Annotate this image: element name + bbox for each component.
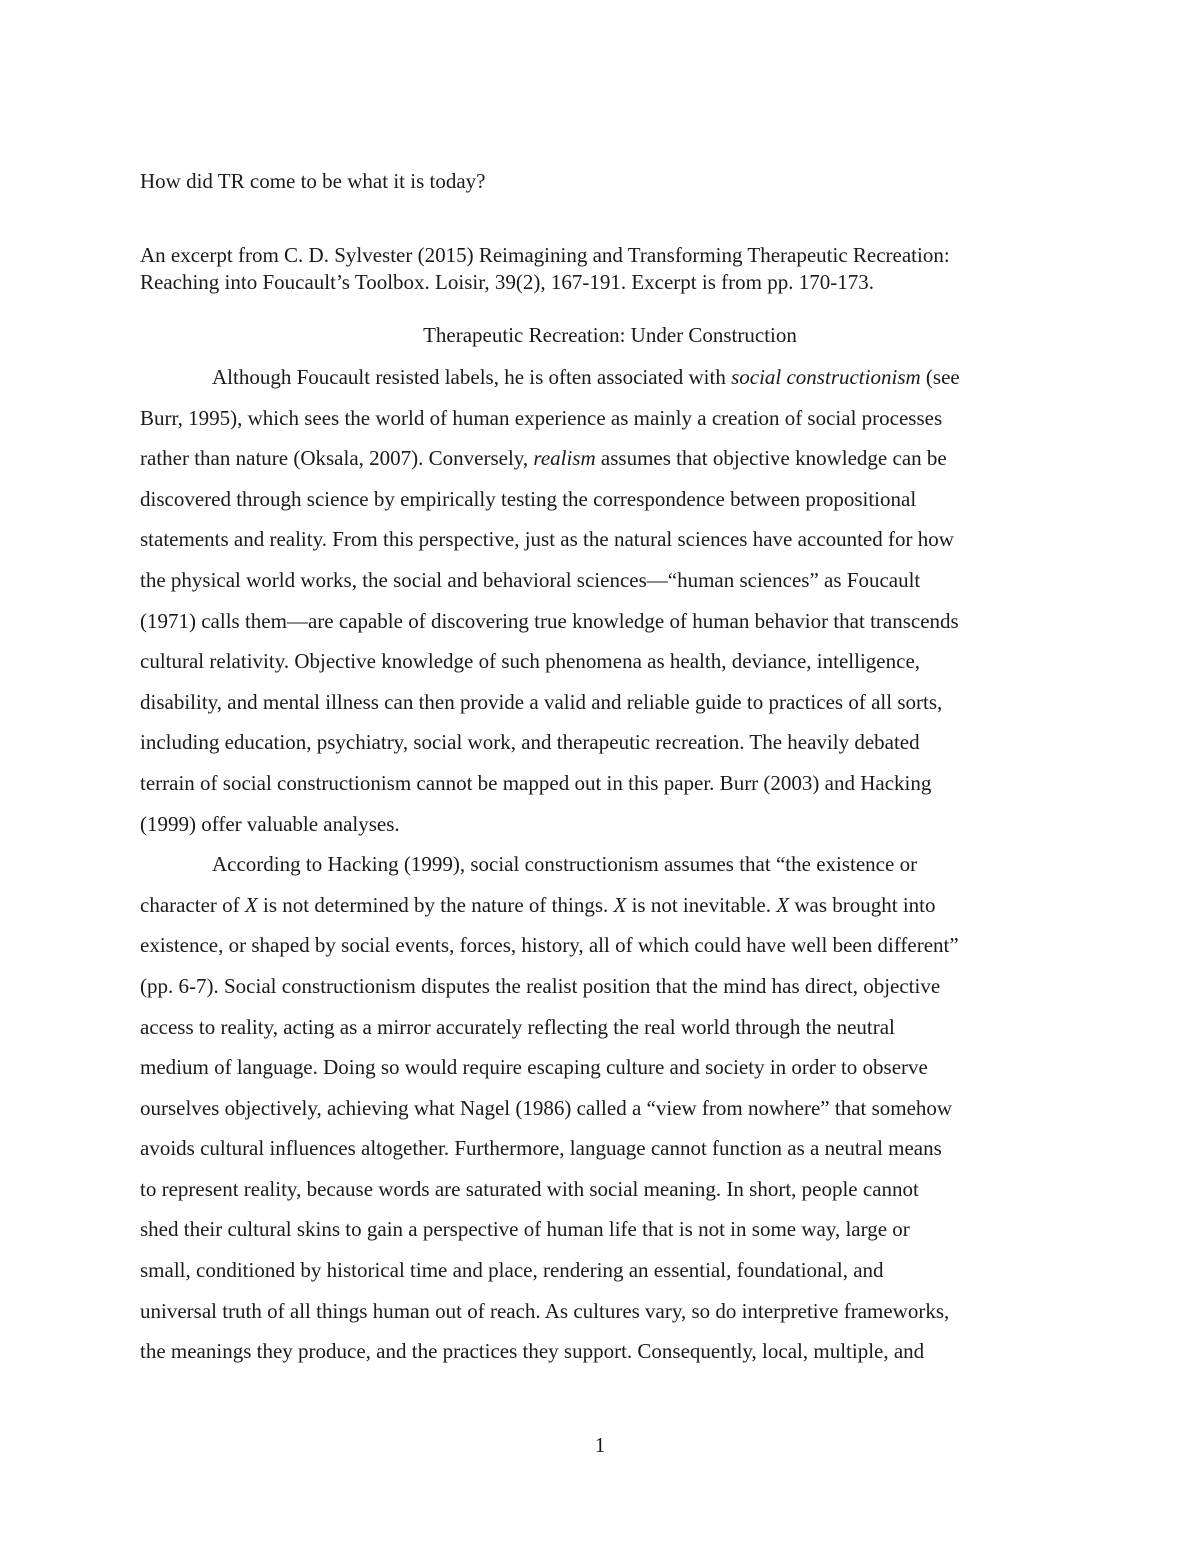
body-line	[140, 1095, 1080, 1136]
text-segment: is not determined by the nature of things.	[257, 892, 614, 917]
text-segment: to represent reality, because words are saturated with social meaning. In short, people cannot	[140, 1176, 919, 1201]
body-text	[140, 364, 1080, 1379]
body-line	[140, 1257, 1080, 1298]
text-segment: was brought into	[789, 892, 936, 917]
italic-term: X	[244, 892, 258, 917]
body-line	[140, 1135, 1080, 1176]
text-segment: the meanings they produce, and the practices they support. Consequently, local, multiple, and	[140, 1339, 925, 1364]
body-line	[140, 811, 1080, 852]
body-line	[140, 689, 1080, 730]
section-heading: Therapeutic Recreation: Under Construction	[423, 323, 797, 347]
body-line	[140, 364, 1080, 405]
body-line	[140, 405, 1080, 446]
text-segment: Although Foucault resisted labels, he is often associated with	[212, 365, 732, 389]
body-line	[140, 445, 1080, 486]
italic-term: social constructionism	[731, 365, 921, 389]
text-segment: access to reality, acting as a mirror accurately reflecting the real world through the neutral	[140, 1014, 895, 1039]
excerpt-line: An excerpt from C. D. Sylvester (2015) Reimagining and Transforming Therapeutic Recreation:	[140, 243, 950, 267]
text-segment: Burr, 1995), which sees the world of human experience as mainly a creation of social processes	[140, 405, 943, 430]
body-line	[140, 1338, 1080, 1379]
body-line	[140, 1176, 1080, 1217]
body-line	[140, 851, 1080, 892]
body-line	[140, 1298, 1080, 1339]
italic-term: X	[613, 892, 627, 917]
text-segment: the physical world works, the social and behavioral sciences—“human sciences” as Foucault	[140, 567, 921, 592]
body-line	[140, 729, 1080, 770]
text-segment: character of	[140, 892, 245, 917]
text-segment: (pp. 6-7). Social constructionism disputes the realist position that the mind has direct, objective	[140, 973, 941, 998]
body-line	[140, 486, 1080, 527]
text-segment: universal truth of all things human out of reach. As cultures vary, so do interpretive frameworks,	[140, 1298, 950, 1323]
text-segment: (1971) calls them—are capable of discovering true knowledge of human behavior that transcends	[140, 608, 959, 633]
text-segment: (see	[920, 365, 960, 389]
body-line	[140, 932, 1080, 973]
text-segment: assumes that objective knowledge can be	[595, 446, 947, 471]
body-line	[140, 526, 1080, 567]
text-segment: (1999) offer valuable analyses.	[140, 811, 400, 836]
text-segment: terrain of social constructionism cannot be mapped out in this paper. Burr (2003) and Hacking	[140, 770, 932, 795]
text-segment: rather than nature (Oksala, 2007). Conversely,	[140, 446, 534, 471]
italic-term: realism	[533, 446, 596, 471]
page-number: 1	[594, 1433, 606, 1457]
body-line	[140, 608, 1080, 649]
text-segment: statements and reality. From this perspective, just as the natural sciences have accounted for how	[140, 527, 954, 552]
body-line	[140, 770, 1080, 811]
text-segment: existence, or shaped by social events, forces, history, all of which could have well been different”	[140, 933, 959, 958]
body-line	[140, 567, 1080, 608]
text-segment: avoids cultural influences altogether. Furthermore, language cannot function as a neutral means	[140, 1136, 942, 1161]
text-segment: cultural relativity. Objective knowledge of such phenomena as health, deviance, intelligence,	[140, 649, 921, 674]
excerpt-citation	[140, 242, 1070, 296]
text-segment: disability, and mental illness can then provide a valid and reliable guide to practices of all sorts,	[140, 689, 943, 714]
text-segment: discovered through science by empirically testing the correspondence between propositional	[140, 486, 917, 511]
text-segment: small, conditioned by historical time and place, rendering an essential, foundational, and	[140, 1258, 884, 1283]
text-segment: shed their cultural skins to gain a perspective of human life that is not in some way, large or	[140, 1217, 910, 1242]
text-segment: is not inevitable.	[626, 892, 777, 917]
text-segment: ourselves objectively, achieving what Nagel (1986) called a “view from nowhere” that somehow	[140, 1095, 953, 1120]
text-segment: including education, psychiatry, social work, and therapeutic recreation. The heavily debated	[140, 730, 920, 755]
text-segment: medium of language. Doing so would require escaping culture and society in order to observe	[140, 1055, 928, 1080]
document-question: How did TR come to be what it is today?	[140, 169, 486, 193]
body-line	[140, 1014, 1080, 1055]
body-line	[140, 648, 1080, 689]
body-line	[140, 973, 1080, 1014]
body-line	[140, 892, 1080, 933]
body-line	[140, 1054, 1080, 1095]
excerpt-line: Reaching into Foucault’s Toolbox. Loisir, 39(2), 167-191. Excerpt is from pp. 170-173.	[140, 270, 874, 294]
body-line	[140, 1216, 1080, 1257]
italic-term: X	[776, 892, 790, 917]
text-segment: According to Hacking (1999), social constructionism assumes that “the existence or	[212, 852, 918, 877]
